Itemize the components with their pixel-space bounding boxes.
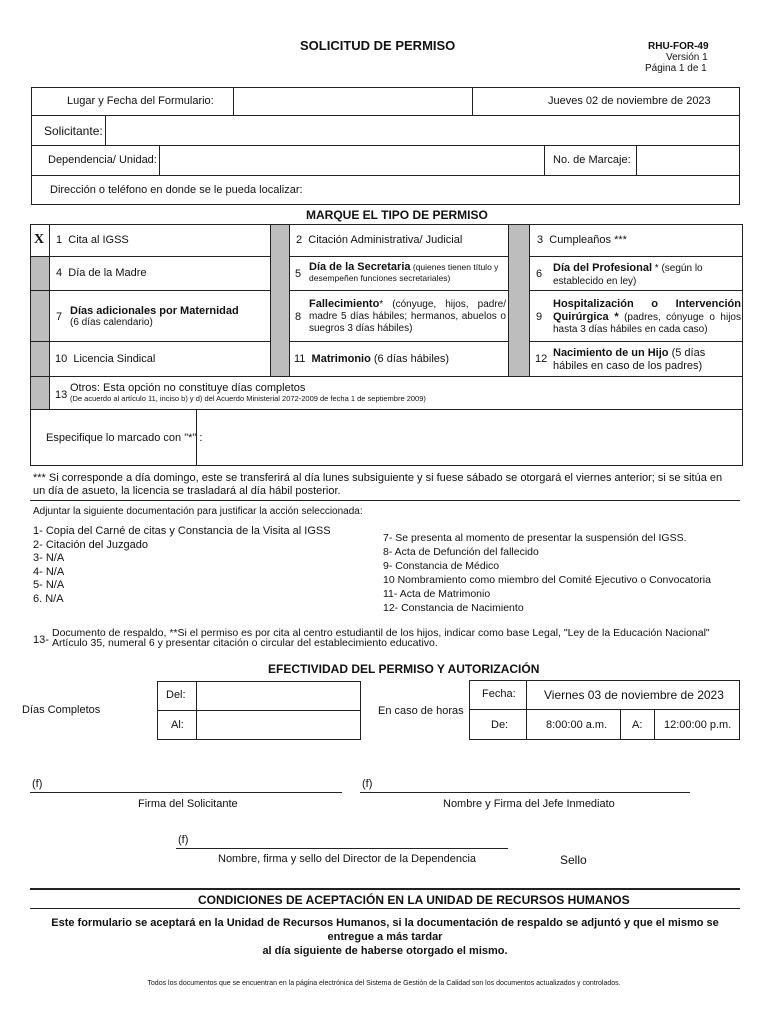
document-item: 10 Nombramiento como miembro del Comité Ejecutivo o Convocatoria	[383, 574, 711, 586]
to-label: Al:	[171, 719, 184, 731]
dependency-input[interactable]	[160, 146, 543, 175]
director-signature-label: Nombre, firma y sello del Director de la Dependencia	[218, 853, 477, 865]
specify-label: Especifique lo marcado con "*" :	[46, 432, 203, 444]
address-label[interactable]: Dirección o teléfono en donde se le pueda localizar:	[50, 184, 303, 196]
boss-sign-f: (f)	[362, 778, 373, 790]
hours-label: En caso de horas	[378, 705, 464, 717]
permit-2-checkbox[interactable]	[271, 225, 289, 256]
place-date-value[interactable]: Jueves 02 de noviembre de 2023	[548, 95, 711, 107]
dependency-label: Dependencia/ Unidad:	[48, 154, 157, 166]
permit-item-10: 10 Licencia Sindical	[55, 353, 156, 365]
document-item: 1- Copia del Carné de citas y Constancia de la Visita al IGSS	[33, 525, 331, 537]
form-title: SOLICITUD DE PERMISO	[300, 38, 456, 53]
permit-item-4: 4 Día de la Madre	[56, 267, 147, 279]
form-version: Versión 1	[666, 52, 708, 63]
applicant-label: Solicitante:	[44, 124, 103, 138]
permit-item-9-num: 9	[536, 311, 543, 323]
permit-13-checkbox[interactable]	[31, 377, 49, 410]
permit-item-12-num: 12	[535, 353, 548, 365]
permit-item-7-num: 7	[56, 311, 63, 323]
boss-signature-label: Nombre y Firma del Jefe Inmediato	[443, 798, 615, 810]
form-code: RHU-FOR-49	[648, 41, 709, 52]
document-item: 2- Citación del Juzgado	[33, 538, 148, 551]
specify-input[interactable]	[197, 410, 742, 465]
from-label: Del:	[166, 689, 186, 701]
permit-item-13-note: (De acuerdo al artículo 11, inciso b) y d) del Acuerdo Ministerial 2072-2009 de fecha 1 de septiembre 2009)	[70, 394, 426, 403]
applicant-signature-label: Firma del Solicitante	[138, 798, 238, 810]
permit-11-checkbox[interactable]	[271, 342, 289, 376]
document-item: 12- Constancia de Nacimiento	[383, 602, 524, 614]
permit-6-checkbox[interactable]	[509, 257, 529, 290]
documents-intro: Adjuntar la siguiente documentación para justificar la acción seleccionada:	[33, 506, 363, 517]
permit-1-checkbox[interactable]	[31, 225, 49, 256]
permit-7-checkbox[interactable]	[31, 291, 49, 341]
to-input[interactable]	[197, 711, 360, 739]
date-label: Fecha:	[482, 688, 516, 700]
director-signature-line[interactable]	[176, 848, 508, 849]
date-value[interactable]: Viernes 03 de noviembre de 2023	[544, 688, 724, 702]
permit-item-6: Día del Profesional * (según lo establecido en ley)	[553, 262, 703, 287]
full-days-label: Días Completos	[22, 704, 101, 716]
marking-label: No. de Marcaje:	[553, 154, 631, 166]
seal-label: Sello	[560, 853, 587, 867]
director-sign-f: (f)	[178, 834, 189, 846]
permit-1-mark: X	[34, 232, 45, 247]
documents-left-list	[33, 525, 331, 606]
permit-item-2: 2 Citación Administrativa/ Judicial	[296, 234, 463, 246]
conditions-heading: CONDICIONES DE ACEPTACIÓN EN LA UNIDAD DE RECURSOS HUMANOS	[198, 893, 630, 907]
place-date-input[interactable]	[234, 88, 471, 115]
document-item: 3- N/A	[33, 552, 65, 564]
from-input[interactable]	[197, 682, 360, 710]
page-footer: Todos los documentos que se encuentran en la página electrónica del Sistema de Gestión de la Calidad son los documentos actualizados y controlados.	[147, 980, 621, 987]
permit-item-7: Días adicionales por Maternidad (6 días calendario)	[70, 305, 239, 328]
de-label: De:	[491, 719, 509, 731]
permit-9-checkbox[interactable]	[509, 291, 529, 341]
permit-item-5: Día de la Secretaria (quienes tienen título y desempeñen funciones secretariales)	[309, 261, 499, 283]
document-item: 8- Acta de Defunción del fallecido	[383, 546, 539, 558]
permit-item-13: Otros: Esta opción no constituye días completos	[70, 382, 306, 394]
applicant-input[interactable]	[106, 116, 739, 145]
permit-item-9: Hospitalización o Intervención Quirúrgica * (padres, cónyuge o hijos hasta 3 días hábiles en cada caso)	[553, 298, 741, 335]
documents-right-list	[383, 531, 711, 615]
permit-8-checkbox[interactable]	[271, 291, 289, 341]
document-13-text: Documento de respaldo, **Si el permiso es por cita al centro estudiantil de los hijos, indicar como base Legal, "Ley de la Educación Nacional" Artículo 35, numeral 6 y presentar citación o circular del establecimiento educativo.	[52, 627, 710, 649]
conditions-text: Este formulario se aceptará en la Unidad de Recursos Humanos, si la documentación de respaldo se adjuntó y que el mismo se entregue a más tardar al día siguiente de haberse otorgado el mismo.	[51, 917, 719, 957]
permit-5-checkbox[interactable]	[271, 257, 289, 290]
place-date-label: Lugar y Fecha del Formulario:	[67, 95, 214, 107]
permit-item-6-num: 6	[536, 268, 543, 280]
de-value[interactable]: 8:00:00 a.m.	[546, 719, 608, 731]
permit-item-8-num: 8	[295, 311, 302, 323]
permit-item-5-num: 5	[295, 268, 302, 280]
a-label: A:	[632, 719, 643, 731]
permit-3-checkbox[interactable]	[509, 225, 529, 256]
a-value[interactable]: 12:00:00 p.m.	[664, 719, 732, 731]
permit-item-13-num: 13	[55, 389, 68, 401]
permit-12-checkbox[interactable]	[509, 342, 529, 376]
footnote: *** Si corresponde a día domingo, este se transferirá al día lunes subsiguiente y si fuese sábado se otorgará el viernes anterior; si se sitúa en un día de asueto, la licencia se trasladará al día hábil posterior.	[33, 472, 723, 497]
permit-10-checkbox[interactable]	[31, 342, 49, 376]
permit-item-1: 1 Cita al IGSS	[56, 234, 129, 246]
permit-item-8: Fallecimiento* (cónyuge, hijos, padre/ madre 5 días hábiles; hermanos, abuelos o suegros 3 días hábiles)	[309, 298, 506, 334]
permit-4-checkbox[interactable]	[31, 257, 49, 290]
document-item: 4- N/A	[33, 565, 65, 578]
boss-signature-line[interactable]	[360, 792, 690, 793]
document-item: 6. N/A	[33, 592, 64, 605]
permit-item-11: 11 Matrimonio (6 días hábiles)	[294, 353, 450, 365]
document-item: 5- N/A	[33, 579, 65, 591]
form-page: Página 1 de 1	[645, 63, 707, 74]
marking-input[interactable]	[637, 146, 739, 175]
document-13-num: 13-	[33, 634, 49, 646]
permit-item-12: Nacimiento de un Hijo (5 días hábiles en caso de los padres)	[553, 347, 706, 372]
permit-item-3: 3 Cumpleaños ***	[537, 234, 627, 246]
applicant-signature-line[interactable]	[30, 792, 342, 793]
document-item: 9- Constancia de Médico	[383, 560, 500, 572]
document-item: 11- Acta de Matrimonio	[383, 588, 491, 600]
permit-types-heading: MARQUE EL TIPO DE PERMISO	[306, 208, 488, 222]
effectiveness-heading: EFECTIVIDAD DEL PERMISO Y AUTORIZACIÓN	[268, 662, 540, 676]
document-item: 7- Se presenta al momento de presentar la suspensión del IGSS.	[383, 532, 687, 544]
applicant-sign-f: (f)	[32, 778, 43, 790]
